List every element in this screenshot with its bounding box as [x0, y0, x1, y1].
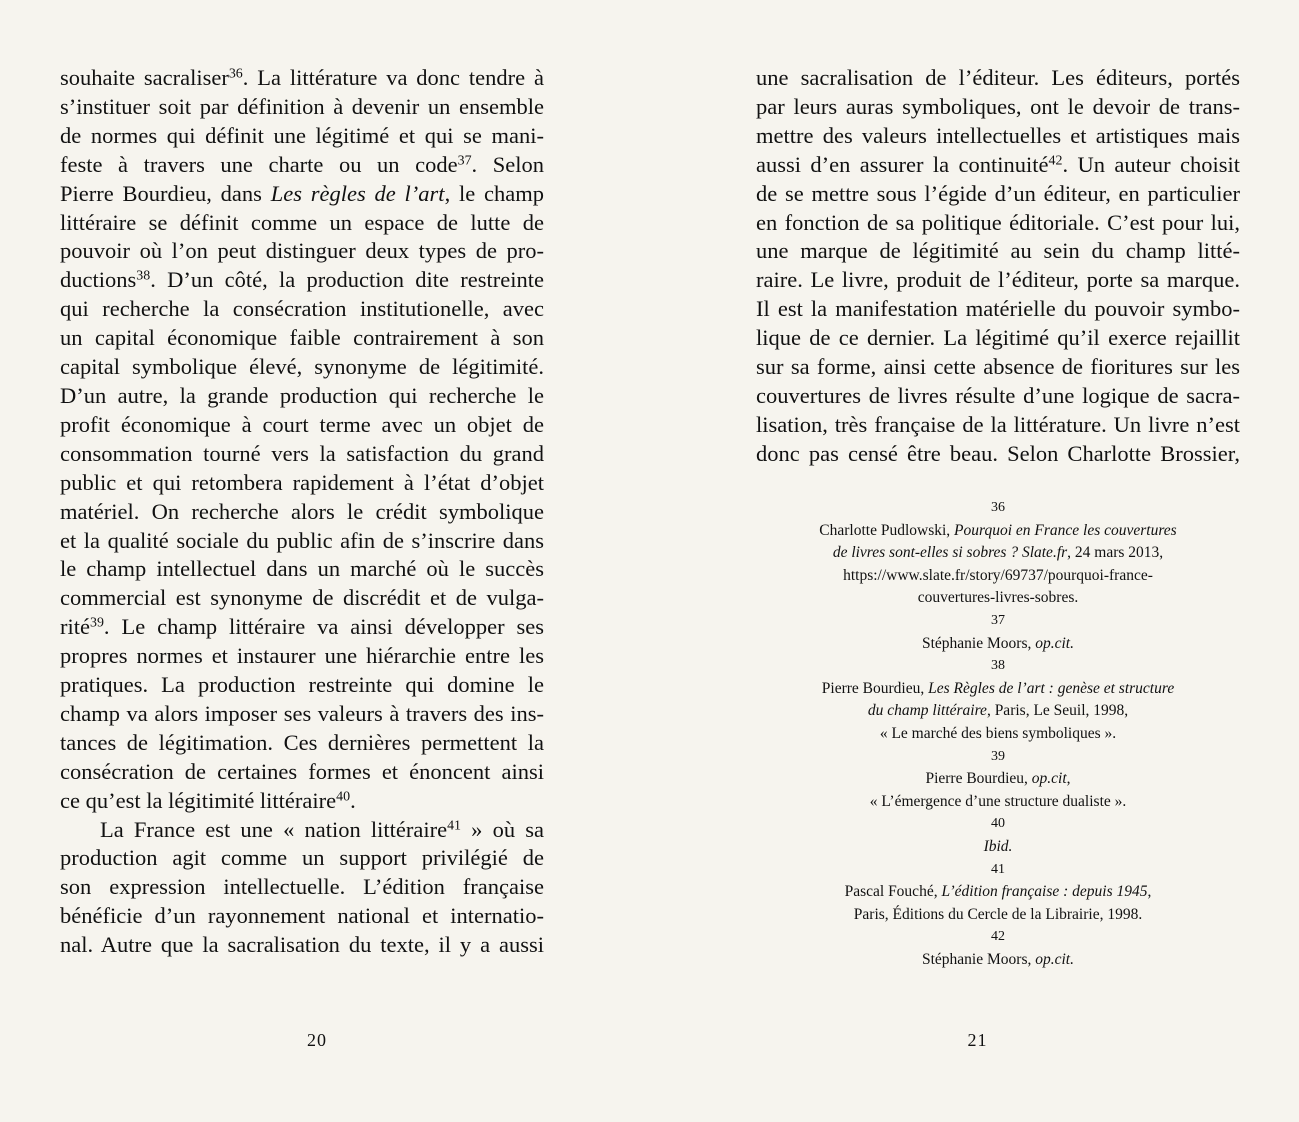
footnote-number: 40 — [991, 816, 1005, 832]
text-run: Pierre Bourdieu, — [925, 770, 1032, 788]
footnotes — [756, 497, 1240, 971]
text-run: . Un auteur choisit — [1062, 151, 1240, 177]
italic-text: op.cit. — [1035, 634, 1074, 652]
text-run: pouvoir où l’on peut distinguer deux types de pro- — [60, 238, 544, 264]
text-run: sur sa forme, ainsi cette absence de fioritures sur les — [756, 354, 1240, 380]
text-line — [60, 93, 544, 122]
text-line — [60, 873, 544, 902]
footnote-number: 41 — [991, 861, 1005, 877]
text-run: . D’un côté, la production dite restreinte — [150, 267, 544, 293]
italic-text: de livres sont-elles si sobres ? Slate.fr — [832, 544, 1068, 562]
text-line — [756, 151, 1240, 180]
text-run: son expression intellectuelle. L’édition française — [60, 874, 544, 900]
text-run: commercial est synonyme de discrédit et de vulga- — [60, 585, 544, 611]
text-run: mettre des valeurs intellectuelles et artistiques mais — [756, 122, 1240, 148]
footnote-number: 36 — [991, 500, 1005, 515]
text-line — [60, 787, 544, 816]
footnote-reference: 37 — [457, 153, 472, 169]
text-run: production agit comme un support privilégié de — [60, 845, 544, 871]
text-run: consécration de certaines formes et énoncent ainsi — [60, 758, 544, 784]
text-run: couvertures-livres-sobres. — [917, 589, 1079, 607]
text-run: . Le champ littéraire va ainsi développer ses — [103, 614, 544, 640]
text-run: Pascal Fouché, — [844, 883, 942, 901]
text-line — [756, 440, 1240, 469]
text-run: capital symbolique élevé, synonyme de légitimité. — [60, 354, 544, 380]
footnote-line — [756, 791, 1240, 814]
text-run: D’un autre, la grande production qui recherche le — [60, 382, 544, 408]
text-run: consommation tourné vers la satisfaction du grand — [60, 440, 544, 466]
text-line — [60, 902, 544, 931]
text-run: tances de légitimation. Ces dernières permettent la — [60, 729, 544, 755]
text-line — [756, 295, 1240, 324]
footnote-36 — [756, 497, 1240, 610]
text-line — [60, 816, 544, 845]
footnote-line — [756, 949, 1240, 972]
footnote-line — [756, 768, 1240, 791]
footnote-reference: 38 — [136, 268, 151, 284]
italic-text: op.cit — [1031, 770, 1067, 788]
footnote-38 — [756, 655, 1240, 745]
text-run: et la qualité sociale du public afin de s’inscrire dans — [60, 527, 544, 553]
text-line — [756, 180, 1240, 209]
text-run: Il est la manifestation matérielle du pouvoir symbo- — [756, 296, 1240, 322]
text-line — [756, 411, 1240, 440]
text-line — [60, 498, 544, 527]
text-line — [60, 180, 544, 209]
text-run: Stéphanie Moors, — [922, 634, 1036, 652]
footnote-number: 42 — [991, 929, 1005, 945]
text-run: , — [1147, 883, 1152, 901]
right-body-text — [756, 64, 1240, 469]
text-run: Pierre Bourdieu, — [821, 679, 929, 697]
text-line — [60, 931, 544, 960]
text-run: , — [1066, 770, 1071, 788]
text-run: lisation, très française de la littérature. Un livre n’est — [756, 411, 1240, 437]
text-run: Paris, Éditions du Cercle de la Librairie, 1998. — [853, 905, 1143, 923]
footnote-line — [756, 881, 1240, 904]
footnote-line — [756, 700, 1240, 723]
text-run: ce qu’est la légitimité littéraire — [60, 787, 337, 813]
footnote-reference: 42 — [1048, 153, 1063, 169]
footnote-line — [756, 904, 1240, 927]
text-line — [60, 411, 544, 440]
text-line — [756, 93, 1240, 122]
italic-text: L’édition française : depuis 1945 — [941, 883, 1148, 901]
text-run: https://www.slate.fr/story/69737/pourquoi-france- — [843, 566, 1153, 584]
footnote-line — [756, 633, 1240, 656]
italic-text: Les règles de l’art — [270, 180, 445, 206]
text-run: . Selon — [471, 151, 544, 177]
text-run: ductions — [60, 267, 137, 293]
text-run: matériel. On recherche alors le crédit symbolique — [60, 498, 544, 524]
text-line — [60, 122, 544, 151]
footnote-line — [756, 678, 1240, 701]
text-run: aussi d’en assurer la continuité — [756, 151, 1049, 177]
text-run: propres normes et instaurer une hiérarchie entre les — [60, 643, 544, 669]
footnote-line — [756, 723, 1240, 746]
text-run: Stéphanie Moors, — [922, 950, 1036, 968]
footnote-number: 38 — [991, 658, 1005, 674]
text-run: raire. Le livre, produit de l’éditeur, porte sa marque. — [756, 267, 1240, 293]
text-run: le champ intellectuel dans un marché où le succès — [60, 556, 544, 582]
text-line — [60, 469, 544, 498]
right-page — [650, 0, 1299, 1122]
footnote-reference: 40 — [336, 788, 351, 804]
text-run: . — [350, 787, 356, 813]
footnote-41 — [756, 859, 1240, 927]
text-run: de normes qui définit une légitimé et qui se mani- — [60, 122, 544, 148]
footnote-39 — [756, 746, 1240, 814]
text-line — [60, 729, 544, 758]
footnote-line — [756, 520, 1240, 543]
text-run: , 24 mars 2013, — [1067, 544, 1164, 562]
text-line — [60, 671, 544, 700]
text-run: lique de ce dernier. La légitimé qu’il exerce rejaillit — [756, 325, 1240, 351]
text-line — [60, 353, 544, 382]
footnote-42 — [756, 926, 1240, 971]
text-run: nal. Autre que la sacralisation du texte, il y a aussi — [60, 932, 544, 958]
italic-text: Les Règles de l’art : genèse et structure — [928, 679, 1175, 697]
text-line — [60, 209, 544, 238]
text-run: « Le marché des biens symboliques ». — [879, 724, 1117, 742]
text-run: par leurs auras symboliques, ont le devoir de trans- — [756, 93, 1240, 119]
text-run: un capital économique faible contrairement à son — [60, 325, 544, 351]
text-run: souhaite sacraliser — [60, 65, 229, 90]
text-line — [756, 382, 1240, 411]
text-run: La France est une « nation littéraire — [100, 816, 448, 842]
page-number-left: 20 — [307, 1030, 327, 1050]
left-body-text — [60, 64, 544, 960]
text-run: bénéficie d’un rayonnement national et internatio- — [60, 903, 544, 929]
text-line — [60, 758, 544, 787]
text-run: qui recherche la consécration institutionelle, avec — [60, 296, 544, 322]
text-run: Charlotte Pudlowski, — [819, 521, 955, 539]
text-line — [60, 151, 544, 180]
text-run: Pierre Bourdieu, dans — [60, 180, 271, 206]
page-number-right: 21 — [967, 1030, 988, 1050]
text-run: « L’émergence d’une structure dualiste ». — [869, 792, 1127, 810]
text-line — [60, 700, 544, 729]
text-run: . La littérature va donc tendre à — [242, 65, 544, 90]
footnote-37 — [756, 610, 1240, 655]
text-line — [60, 237, 544, 266]
text-run: littéraire se définit comme un espace de lutte de — [60, 209, 544, 235]
footnote-line — [756, 587, 1240, 610]
text-run: en fonction de sa politique éditoriale. C’est pour lui, — [756, 209, 1240, 235]
footnote-40 — [756, 813, 1240, 858]
text-run: pratiques. La production restreinte qui domine le — [60, 672, 544, 698]
text-line — [60, 613, 544, 642]
text-line — [60, 555, 544, 584]
text-run: public et qui retombera rapidement à l’état d’objet — [60, 469, 544, 495]
text-line — [756, 122, 1240, 151]
text-line — [756, 266, 1240, 295]
text-run: rité — [60, 614, 90, 640]
text-run: , le champ — [444, 180, 544, 206]
italic-text: Ibid. — [983, 837, 1013, 855]
text-line — [60, 266, 544, 295]
text-line — [756, 324, 1240, 353]
text-line — [60, 324, 544, 353]
text-line — [60, 382, 544, 411]
footnote-reference: 36 — [228, 66, 243, 82]
text-run: de se mettre sous l’égide d’un éditeur, en particulier — [756, 180, 1240, 206]
text-line — [60, 527, 544, 556]
text-run: donc pas censé être beau. Selon Charlotte Brossier, — [756, 440, 1240, 466]
text-run: s’instituer soit par définition à devenir un ensemble — [60, 93, 544, 119]
text-run: , Paris, Le Seuil, 1998, — [986, 702, 1129, 720]
footnote-number: 39 — [991, 748, 1005, 764]
text-run: une marque de légitimité au sein du champ litté- — [756, 238, 1240, 264]
text-run: champ va alors imposer ses valeurs à travers des ins- — [60, 700, 544, 726]
footnote-number: 37 — [991, 612, 1005, 628]
italic-text: op.cit. — [1035, 950, 1074, 968]
text-run: une sacralisation de l’éditeur. Les éditeurs, portés — [756, 65, 1240, 90]
italic-text: Pourquoi en France les couvertures — [954, 521, 1177, 539]
text-line — [60, 642, 544, 671]
footnote-line — [756, 565, 1240, 588]
footnote-reference: 41 — [447, 817, 462, 833]
italic-text: du champ littéraire — [867, 702, 987, 720]
text-line — [756, 237, 1240, 266]
text-line — [756, 353, 1240, 382]
footnote-reference: 39 — [89, 615, 104, 631]
text-run: feste à travers une charte ou un code — [60, 151, 458, 177]
text-line — [756, 209, 1240, 238]
text-run: » où sa — [461, 816, 544, 842]
text-line — [60, 584, 544, 613]
text-line — [60, 440, 544, 469]
text-line — [60, 844, 544, 873]
text-line — [60, 64, 544, 93]
text-line — [756, 64, 1240, 93]
text-run: couvertures de livres résulte d’une logique de sacra- — [756, 382, 1240, 408]
text-line — [60, 295, 544, 324]
text-run: profit économique à court terme avec un objet de — [60, 411, 544, 437]
footnote-line — [756, 836, 1240, 859]
footnote-line — [756, 542, 1240, 565]
